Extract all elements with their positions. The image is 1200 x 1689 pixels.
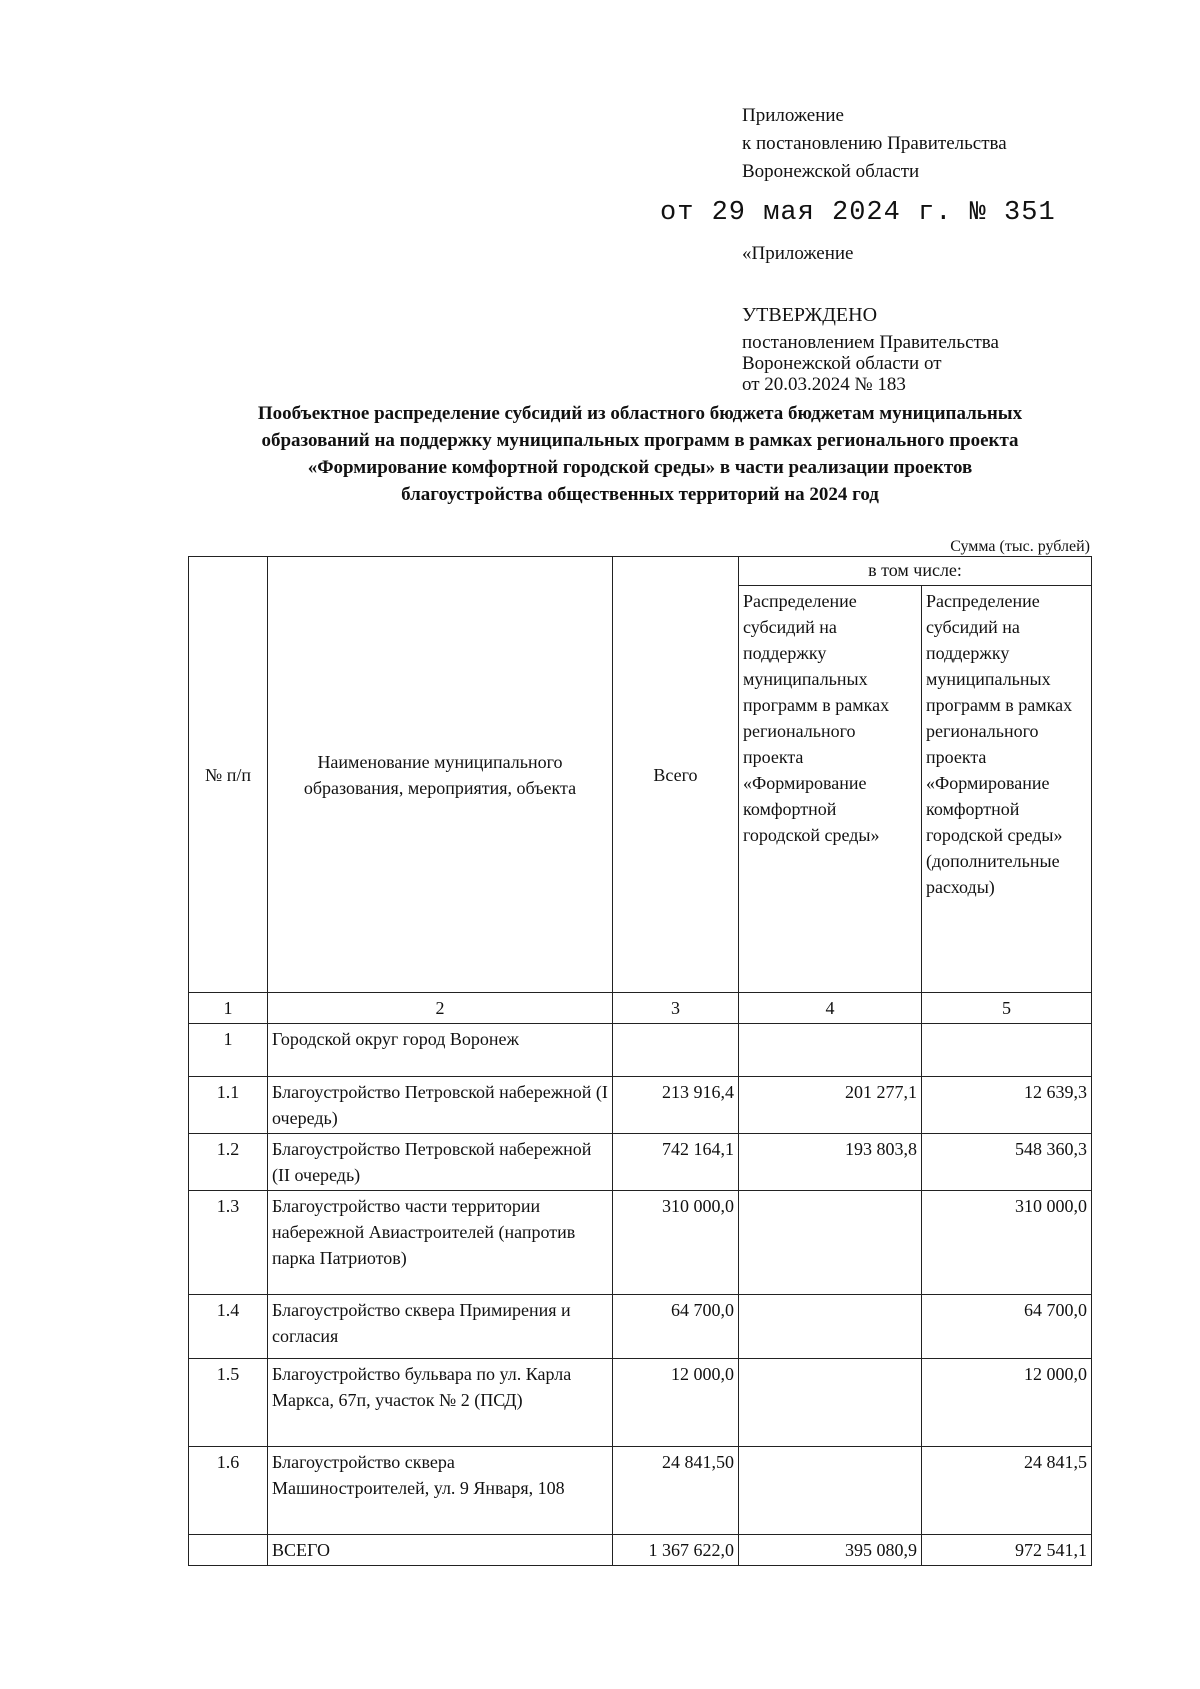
appendix-line: Приложение — [742, 105, 844, 126]
distribution-table — [188, 556, 1092, 1566]
appendix-quote: «Приложение — [742, 243, 854, 264]
appendix-line: к постановлению Правительства — [742, 133, 1007, 154]
row-number: 1 — [189, 1024, 268, 1077]
row-number: 1.1 — [189, 1077, 268, 1134]
total-number — [189, 1535, 268, 1566]
row-total: 213 916,4 — [613, 1077, 739, 1134]
approved-title: УТВЕРЖДЕНО — [742, 304, 878, 326]
row-col5: 64 700,0 — [922, 1295, 1092, 1359]
row-name: Благоустройство бульвара по ул. Карла Маркса, 67п, участок № 2 (ПСД) — [268, 1359, 613, 1447]
column-number: 2 — [268, 993, 613, 1024]
row-col5: 548 360,3 — [922, 1134, 1092, 1191]
table-row — [189, 1077, 1092, 1134]
row-col4 — [739, 1024, 922, 1077]
table-row — [189, 1447, 1092, 1535]
document-title — [190, 400, 1090, 508]
row-total: 64 700,0 — [613, 1295, 739, 1359]
row-number: 1.6 — [189, 1447, 268, 1535]
total-row — [189, 1535, 1092, 1566]
column-number-row — [189, 993, 1092, 1024]
row-total — [613, 1024, 739, 1077]
row-number: 1.2 — [189, 1134, 268, 1191]
approved-line: Воронежской области от — [742, 353, 942, 374]
row-col4 — [739, 1295, 922, 1359]
column-number: 1 — [189, 993, 268, 1024]
table-header-row — [189, 557, 1092, 586]
approved-block — [742, 300, 999, 395]
total-col5: 972 541,1 — [922, 1535, 1092, 1566]
row-col5 — [922, 1024, 1092, 1077]
row-col5: 12 639,3 — [922, 1077, 1092, 1134]
row-number: 1.3 — [189, 1191, 268, 1295]
header-col4: Распределение субсидий на поддержку муниципальных программ в рамках регионального проекта «Формирование комфортной городской среды» — [739, 586, 922, 993]
row-name: Городской округ город Воронеж — [268, 1024, 613, 1077]
column-number: 3 — [613, 993, 739, 1024]
appendix-line: Воронежской области — [742, 161, 920, 182]
total-sum: 1 367 622,0 — [613, 1535, 739, 1566]
appendix-header — [742, 102, 1007, 186]
title-line: образований на поддержку муниципальных программ в рамках регионального проекта — [261, 430, 1019, 451]
row-total: 310 000,0 — [613, 1191, 739, 1295]
header-total: Всего — [613, 557, 739, 993]
approved-line: постановлением Правительства — [742, 332, 999, 353]
decree-date-number: от 29 мая 2024 г. № 351 — [660, 198, 1056, 228]
row-number: 1.5 — [189, 1359, 268, 1447]
table-row — [189, 1295, 1092, 1359]
row-col5: 24 841,5 — [922, 1447, 1092, 1535]
row-name: Благоустройство Петровской набережной (I очередь) — [268, 1077, 613, 1134]
table-row — [189, 1359, 1092, 1447]
table-row — [189, 1191, 1092, 1295]
title-line: благоустройства общественных территорий на 2024 год — [401, 484, 879, 505]
row-col4: 201 277,1 — [739, 1077, 922, 1134]
row-col5: 12 000,0 — [922, 1359, 1092, 1447]
table-row — [189, 1134, 1092, 1191]
row-total: 12 000,0 — [613, 1359, 739, 1447]
title-line: Пообъектное распределение субсидий из областного бюджета бюджетам муниципальных — [257, 403, 1023, 424]
row-name: Благоустройство сквера Машиностроителей, ул. 9 Января, 108 — [268, 1447, 613, 1535]
approved-line: от 20.03.2024 № 183 — [742, 374, 906, 395]
units-label: Сумма (тыс. рублей) — [950, 538, 1090, 555]
row-col4 — [739, 1191, 922, 1295]
row-col5: 310 000,0 — [922, 1191, 1092, 1295]
row-total: 742 164,1 — [613, 1134, 739, 1191]
row-col4 — [739, 1359, 922, 1447]
row-name: Благоустройство части территории набережной Авиастроителей (напротив парка Патриотов) — [268, 1191, 613, 1295]
header-number: № п/п — [189, 557, 268, 993]
row-name: Благоустройство Петровской набережной (II очередь) — [268, 1134, 613, 1191]
total-col4: 395 080,9 — [739, 1535, 922, 1566]
title-line: «Формирование комфортной городской среды» в части реализации проектов — [307, 457, 973, 478]
row-number: 1.4 — [189, 1295, 268, 1359]
table-row — [189, 1024, 1092, 1077]
total-label: ВСЕГО — [268, 1535, 613, 1566]
header-name: Наименование муниципального образования, мероприятия, объекта — [268, 557, 613, 993]
row-col4: 193 803,8 — [739, 1134, 922, 1191]
header-including: в том числе: — [739, 557, 1092, 586]
row-col4 — [739, 1447, 922, 1535]
column-number: 4 — [739, 993, 922, 1024]
row-total: 24 841,50 — [613, 1447, 739, 1535]
row-name: Благоустройство сквера Примирения и согласия — [268, 1295, 613, 1359]
header-col5: Распределение субсидий на поддержку муниципальных программ в рамках регионального проекта «Формирование комфортной городской среды» (дополнительные расходы) — [922, 586, 1092, 993]
column-number: 5 — [922, 993, 1092, 1024]
